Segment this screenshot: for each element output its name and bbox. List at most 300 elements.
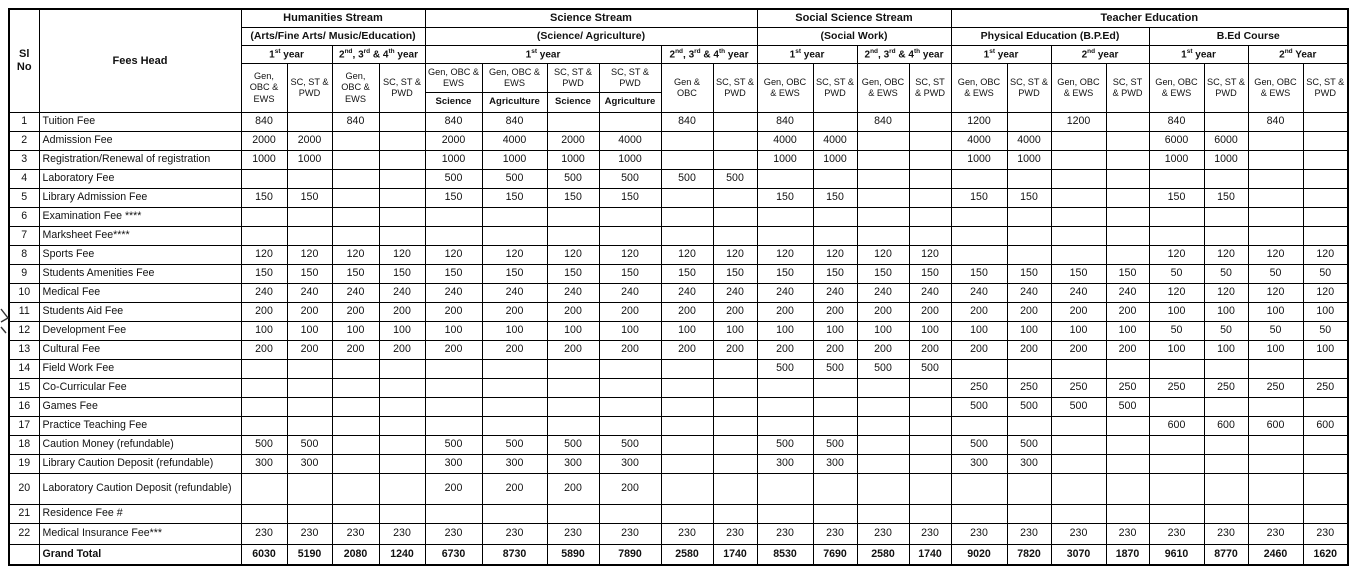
row-sl-no: 14 (9, 360, 39, 379)
fee-value-cell (482, 417, 547, 436)
fee-value-cell (1149, 474, 1204, 505)
fee-value-cell (241, 474, 287, 505)
header-category-label: SC, ST & PWD (599, 64, 661, 93)
fee-value-cell: 500 (1051, 398, 1106, 417)
fee-value-cell (332, 379, 379, 398)
fee-value-cell: 500 (813, 436, 857, 455)
fee-value-cell (1204, 505, 1248, 524)
header-course-title: (Arts/Fine Arts/ Music/Education) (241, 28, 425, 46)
fee-value-cell: 1000 (1007, 151, 1051, 170)
fee-value-cell (1204, 474, 1248, 505)
fee-value-cell: 2000 (425, 132, 482, 151)
fee-value-cell (379, 398, 425, 417)
fee-value-cell: 300 (757, 455, 813, 474)
header-year-label: 1st year (241, 46, 332, 64)
fee-value-cell (951, 474, 1007, 505)
fee-value-cell (1248, 189, 1303, 208)
fee-value-cell: 230 (857, 524, 909, 545)
fee-value-cell (1149, 170, 1204, 189)
header-category-label: SC, ST & PWD (1204, 64, 1248, 113)
fee-value-cell: 150 (482, 265, 547, 284)
fee-value-cell: 240 (1106, 284, 1149, 303)
row-fee-head: Development Fee (39, 322, 241, 341)
fee-value-cell (1007, 246, 1051, 265)
row-fee-head: Examination Fee **** (39, 208, 241, 227)
header-stream-title: Science Stream (425, 9, 757, 28)
fee-value-cell (425, 208, 482, 227)
fee-value-cell: 240 (1007, 284, 1051, 303)
col-header-fees-head: Fees Head (39, 9, 241, 113)
row-fee-head: Students Amenities Fee (39, 265, 241, 284)
fee-value-cell (1303, 132, 1348, 151)
fee-value-cell: 200 (1106, 341, 1149, 360)
fee-value-cell: 120 (813, 246, 857, 265)
fee-value-cell: 100 (1303, 341, 1348, 360)
fee-value-cell: 200 (1106, 303, 1149, 322)
fee-value-cell: 240 (241, 284, 287, 303)
header-category-label: SC, ST & PWD (379, 64, 425, 113)
fee-value-cell (1303, 398, 1348, 417)
fee-value-cell: 120 (547, 246, 599, 265)
fee-value-cell (332, 360, 379, 379)
fee-value-cell: 200 (599, 474, 661, 505)
fee-value-cell (379, 208, 425, 227)
fee-value-cell: 150 (425, 189, 482, 208)
fee-value-cell (332, 208, 379, 227)
fee-value-cell: 200 (599, 341, 661, 360)
fee-value-cell (661, 436, 713, 455)
fee-value-cell (713, 360, 757, 379)
header-stream-title: Teacher Education (951, 9, 1348, 28)
fee-value-cell: 230 (599, 524, 661, 545)
fee-value-cell: 240 (909, 284, 951, 303)
row-sl-no: 22 (9, 524, 39, 545)
fee-value-cell (661, 151, 713, 170)
fee-value-cell: 120 (713, 246, 757, 265)
fee-value-cell (813, 208, 857, 227)
row-fee-head: Field Work Fee (39, 360, 241, 379)
fee-value-cell (1007, 113, 1051, 132)
header-year-label: 1st year (951, 46, 1051, 64)
grand-total-value: 5190 (287, 545, 332, 566)
fee-value-cell (1303, 208, 1348, 227)
fee-value-cell (1149, 208, 1204, 227)
fee-value-cell (1007, 227, 1051, 246)
row-sl-no: 19 (9, 455, 39, 474)
fee-value-cell (1106, 170, 1149, 189)
fee-value-cell: 50 (1204, 322, 1248, 341)
fee-value-cell: 120 (287, 246, 332, 265)
fee-value-cell: 200 (332, 341, 379, 360)
fee-value-cell: 200 (909, 303, 951, 322)
fee-value-cell: 240 (547, 284, 599, 303)
fee-value-cell: 100 (482, 322, 547, 341)
fee-value-cell (599, 227, 661, 246)
fee-value-cell (1204, 113, 1248, 132)
fee-value-cell (425, 360, 482, 379)
fee-value-cell: 240 (713, 284, 757, 303)
fee-value-cell: 150 (1106, 265, 1149, 284)
fee-value-cell (1248, 505, 1303, 524)
fee-value-cell (661, 474, 713, 505)
fee-value-cell: 500 (1007, 398, 1051, 417)
fee-value-cell (332, 505, 379, 524)
fee-value-cell: 600 (1149, 417, 1204, 436)
fee-value-cell (241, 379, 287, 398)
row-fee-head: Practice Teaching Fee (39, 417, 241, 436)
fee-value-cell (951, 208, 1007, 227)
fee-value-cell (857, 132, 909, 151)
header-course-title: Physical Education (B.P.Ed) (951, 28, 1149, 46)
grand-total-value: 2080 (332, 545, 379, 566)
grand-total-value: 2460 (1248, 545, 1303, 566)
fee-value-cell (857, 398, 909, 417)
fee-value-cell: 100 (287, 322, 332, 341)
grand-total-value: 6730 (425, 545, 482, 566)
fee-value-cell (1149, 398, 1204, 417)
fee-value-cell (379, 379, 425, 398)
fee-value-cell (909, 379, 951, 398)
fee-value-cell (425, 505, 482, 524)
fee-value-cell (547, 227, 599, 246)
fee-value-cell: 300 (241, 455, 287, 474)
fee-value-cell (857, 505, 909, 524)
fee-value-cell: 150 (241, 189, 287, 208)
fee-value-cell (951, 505, 1007, 524)
fee-value-cell: 100 (1248, 341, 1303, 360)
grand-total-value: 5890 (547, 545, 599, 566)
fee-value-cell (547, 113, 599, 132)
fee-structure-table (8, 8, 1349, 566)
fee-value-cell: 250 (951, 379, 1007, 398)
fee-value-cell (857, 455, 909, 474)
fee-value-cell: 240 (599, 284, 661, 303)
fee-value-cell: 1000 (757, 151, 813, 170)
header-category-label: Gen, OBC & EWS (1149, 64, 1204, 113)
fee-value-cell (287, 227, 332, 246)
header-year-label: 2nd Year (1248, 46, 1348, 64)
fee-value-cell (332, 189, 379, 208)
fee-value-cell (1051, 417, 1106, 436)
header-discipline-label: Science (547, 92, 599, 112)
fee-value-cell: 120 (1303, 284, 1348, 303)
fee-value-cell (332, 227, 379, 246)
row-sl-no: 4 (9, 170, 39, 189)
fee-value-cell: 200 (425, 341, 482, 360)
fee-value-cell: 230 (425, 524, 482, 545)
fee-value-cell: 300 (599, 455, 661, 474)
fee-value-cell (332, 455, 379, 474)
fee-value-cell (661, 132, 713, 151)
fee-value-cell: 500 (951, 436, 1007, 455)
fee-value-cell (547, 398, 599, 417)
fee-value-cell (1149, 227, 1204, 246)
fee-value-cell (1106, 208, 1149, 227)
fee-value-cell: 840 (241, 113, 287, 132)
fee-value-cell: 2000 (547, 132, 599, 151)
fee-value-cell (1303, 474, 1348, 505)
fee-value-cell (1204, 208, 1248, 227)
row-sl-no: 1 (9, 113, 39, 132)
header-category-label: SC, ST & PWD (1303, 64, 1348, 113)
fee-value-cell: 1000 (1149, 151, 1204, 170)
grand-total-label: Grand Total (39, 545, 241, 566)
fee-value-cell (1051, 189, 1106, 208)
fee-value-cell: 840 (661, 113, 713, 132)
fee-value-cell (813, 379, 857, 398)
fee-value-cell: 100 (241, 322, 287, 341)
fee-value-cell: 150 (909, 265, 951, 284)
fee-value-cell (1051, 436, 1106, 455)
fee-value-cell: 120 (1204, 246, 1248, 265)
fee-value-cell (1051, 246, 1106, 265)
fee-value-cell (482, 505, 547, 524)
fee-value-cell: 100 (1248, 303, 1303, 322)
fee-value-cell: 500 (713, 170, 757, 189)
row-sl-no: 16 (9, 398, 39, 417)
fee-value-cell: 1000 (547, 151, 599, 170)
fee-value-cell: 100 (713, 322, 757, 341)
fee-value-cell: 4000 (951, 132, 1007, 151)
fee-value-cell: 50 (1149, 322, 1204, 341)
row-sl-no: 9 (9, 265, 39, 284)
fee-value-cell: 240 (379, 284, 425, 303)
fee-value-cell (857, 417, 909, 436)
fee-value-cell: 100 (547, 322, 599, 341)
grand-total-value: 2580 (857, 545, 909, 566)
header-category-label: SC, ST & PWD (909, 64, 951, 113)
fee-value-cell (1106, 417, 1149, 436)
fee-value-cell: 240 (1051, 284, 1106, 303)
fee-value-cell: 840 (332, 113, 379, 132)
row-sl-no: 17 (9, 417, 39, 436)
fee-value-cell: 100 (332, 322, 379, 341)
fee-value-cell: 100 (599, 322, 661, 341)
fee-value-cell (713, 113, 757, 132)
fee-value-cell (379, 455, 425, 474)
fee-value-cell: 250 (1248, 379, 1303, 398)
fee-value-cell: 500 (757, 436, 813, 455)
fee-value-cell (813, 398, 857, 417)
fee-value-cell (713, 436, 757, 455)
header-year-label: 2nd year (1051, 46, 1149, 64)
fee-value-cell (757, 379, 813, 398)
fee-value-cell (379, 132, 425, 151)
fee-value-cell (1204, 455, 1248, 474)
fee-value-cell (713, 455, 757, 474)
fee-value-cell (661, 505, 713, 524)
fee-value-cell (1007, 360, 1051, 379)
fee-value-cell: 230 (332, 524, 379, 545)
fee-value-cell (1051, 474, 1106, 505)
fee-value-cell (909, 151, 951, 170)
fee-value-cell (1204, 398, 1248, 417)
row-fee-head: Library Caution Deposit (refundable) (39, 455, 241, 474)
fee-value-cell (713, 208, 757, 227)
row-fee-head: Library Admission Fee (39, 189, 241, 208)
fee-value-cell (1248, 151, 1303, 170)
fee-value-cell (1007, 505, 1051, 524)
row-sl-no: 3 (9, 151, 39, 170)
row-sl-no: 12 (9, 322, 39, 341)
fee-value-cell: 1000 (951, 151, 1007, 170)
fee-value-cell: 100 (1204, 341, 1248, 360)
fee-value-cell (1106, 455, 1149, 474)
fee-value-cell: 200 (661, 341, 713, 360)
header-category-label: Gen, OBC & EWS (241, 64, 287, 113)
fee-value-cell (757, 398, 813, 417)
fee-value-cell (857, 436, 909, 455)
fee-value-cell: 250 (1204, 379, 1248, 398)
grand-total-value: 8730 (482, 545, 547, 566)
fee-value-cell (909, 208, 951, 227)
fee-value-cell (482, 227, 547, 246)
fee-value-cell (1248, 474, 1303, 505)
header-year-label: 1st year (757, 46, 857, 64)
fee-value-cell: 230 (757, 524, 813, 545)
fee-value-cell (425, 227, 482, 246)
fee-value-cell (332, 417, 379, 436)
fee-value-cell: 200 (713, 341, 757, 360)
fee-value-cell: 200 (332, 303, 379, 322)
grand-total-value: 2580 (661, 545, 713, 566)
fee-value-cell (1106, 113, 1149, 132)
fee-value-cell: 4000 (599, 132, 661, 151)
grand-total-value: 8530 (757, 545, 813, 566)
fee-value-cell (1051, 455, 1106, 474)
fee-value-cell: 200 (241, 303, 287, 322)
header-category-label: SC, ST & PWD (813, 64, 857, 113)
fee-structure-sheet (8, 8, 1349, 566)
fee-value-cell: 840 (757, 113, 813, 132)
header-category-label: Gen, OBC & EWS (1248, 64, 1303, 113)
fee-value-cell: 120 (909, 246, 951, 265)
fee-value-cell: 200 (661, 303, 713, 322)
header-category-label: Gen, OBC & EWS (857, 64, 909, 113)
fee-value-cell (241, 505, 287, 524)
fee-value-cell: 150 (599, 189, 661, 208)
fee-value-cell: 120 (1204, 284, 1248, 303)
fee-value-cell: 240 (287, 284, 332, 303)
fee-value-cell (1106, 360, 1149, 379)
fee-value-cell (951, 227, 1007, 246)
fee-value-cell: 150 (241, 265, 287, 284)
fee-value-cell: 150 (287, 265, 332, 284)
fee-value-cell: 4000 (813, 132, 857, 151)
fee-value-cell (661, 189, 713, 208)
fee-value-cell (757, 505, 813, 524)
fee-value-cell: 840 (1248, 113, 1303, 132)
fee-value-cell (661, 208, 713, 227)
header-year-label: 1st year (1149, 46, 1248, 64)
fee-value-cell: 2000 (241, 132, 287, 151)
fee-value-cell: 200 (813, 341, 857, 360)
fee-value-cell: 230 (379, 524, 425, 545)
fee-value-cell (909, 505, 951, 524)
fee-value-cell: 230 (1248, 524, 1303, 545)
fee-value-cell (813, 227, 857, 246)
fee-value-cell: 230 (1149, 524, 1204, 545)
fee-value-cell (1303, 505, 1348, 524)
fee-value-cell: 120 (1149, 284, 1204, 303)
fee-value-cell: 150 (1204, 189, 1248, 208)
fee-value-cell (547, 379, 599, 398)
fee-value-cell (1303, 436, 1348, 455)
fee-value-cell: 300 (1007, 455, 1051, 474)
fee-value-cell (813, 505, 857, 524)
row-fee-head: Caution Money (refundable) (39, 436, 241, 455)
row-sl-no: 20 (9, 474, 39, 505)
fee-value-cell: 200 (547, 474, 599, 505)
fee-value-cell: 100 (757, 322, 813, 341)
fee-value-cell (1149, 360, 1204, 379)
fee-value-cell: 600 (1204, 417, 1248, 436)
fee-value-cell: 230 (909, 524, 951, 545)
fee-value-cell (379, 113, 425, 132)
fee-value-cell: 240 (332, 284, 379, 303)
fee-value-cell (813, 113, 857, 132)
fee-value-cell (713, 417, 757, 436)
fee-value-cell (332, 170, 379, 189)
row-fee-head: Sports Fee (39, 246, 241, 265)
header-course-title: (Social Work) (757, 28, 951, 46)
fee-value-cell: 200 (482, 341, 547, 360)
fee-value-cell: 200 (241, 341, 287, 360)
fee-value-cell: 200 (547, 341, 599, 360)
fee-value-cell: 300 (813, 455, 857, 474)
row-fee-head: Cultural Fee (39, 341, 241, 360)
fee-value-cell: 120 (599, 246, 661, 265)
header-year-label: 2nd, 3rd & 4th year (661, 46, 757, 64)
fee-value-cell (713, 227, 757, 246)
fee-value-cell: 100 (1149, 341, 1204, 360)
fee-value-cell: 150 (547, 265, 599, 284)
fee-value-cell: 200 (951, 341, 1007, 360)
header-course-title: (Science/ Agriculture) (425, 28, 757, 46)
fee-value-cell: 500 (757, 360, 813, 379)
fee-value-cell (1007, 208, 1051, 227)
fee-value-cell (757, 170, 813, 189)
fee-value-cell: 500 (425, 436, 482, 455)
fee-value-cell: 600 (1248, 417, 1303, 436)
fee-value-cell: 250 (1303, 379, 1348, 398)
fee-value-cell (1106, 132, 1149, 151)
fee-value-cell (661, 360, 713, 379)
fee-value-cell: 500 (599, 170, 661, 189)
fee-value-cell (1248, 455, 1303, 474)
grand-total-value: 8770 (1204, 545, 1248, 566)
fee-value-cell: 230 (951, 524, 1007, 545)
fee-value-cell (1204, 436, 1248, 455)
fee-value-cell (379, 227, 425, 246)
fee-value-cell: 150 (951, 265, 1007, 284)
fee-value-cell (1204, 170, 1248, 189)
fee-value-cell (909, 417, 951, 436)
fee-value-cell: 230 (547, 524, 599, 545)
fee-value-cell: 150 (287, 189, 332, 208)
row-sl-no: 13 (9, 341, 39, 360)
fee-value-cell (241, 227, 287, 246)
fee-value-cell: 230 (241, 524, 287, 545)
fee-value-cell: 100 (951, 322, 1007, 341)
fee-value-cell: 150 (482, 189, 547, 208)
row-fee-head: Registration/Renewal of registration (39, 151, 241, 170)
header-category-label: Gen & OBC (661, 64, 713, 113)
fee-value-cell: 200 (482, 303, 547, 322)
fee-value-cell (287, 170, 332, 189)
fee-value-cell (1303, 227, 1348, 246)
fee-value-cell (599, 360, 661, 379)
